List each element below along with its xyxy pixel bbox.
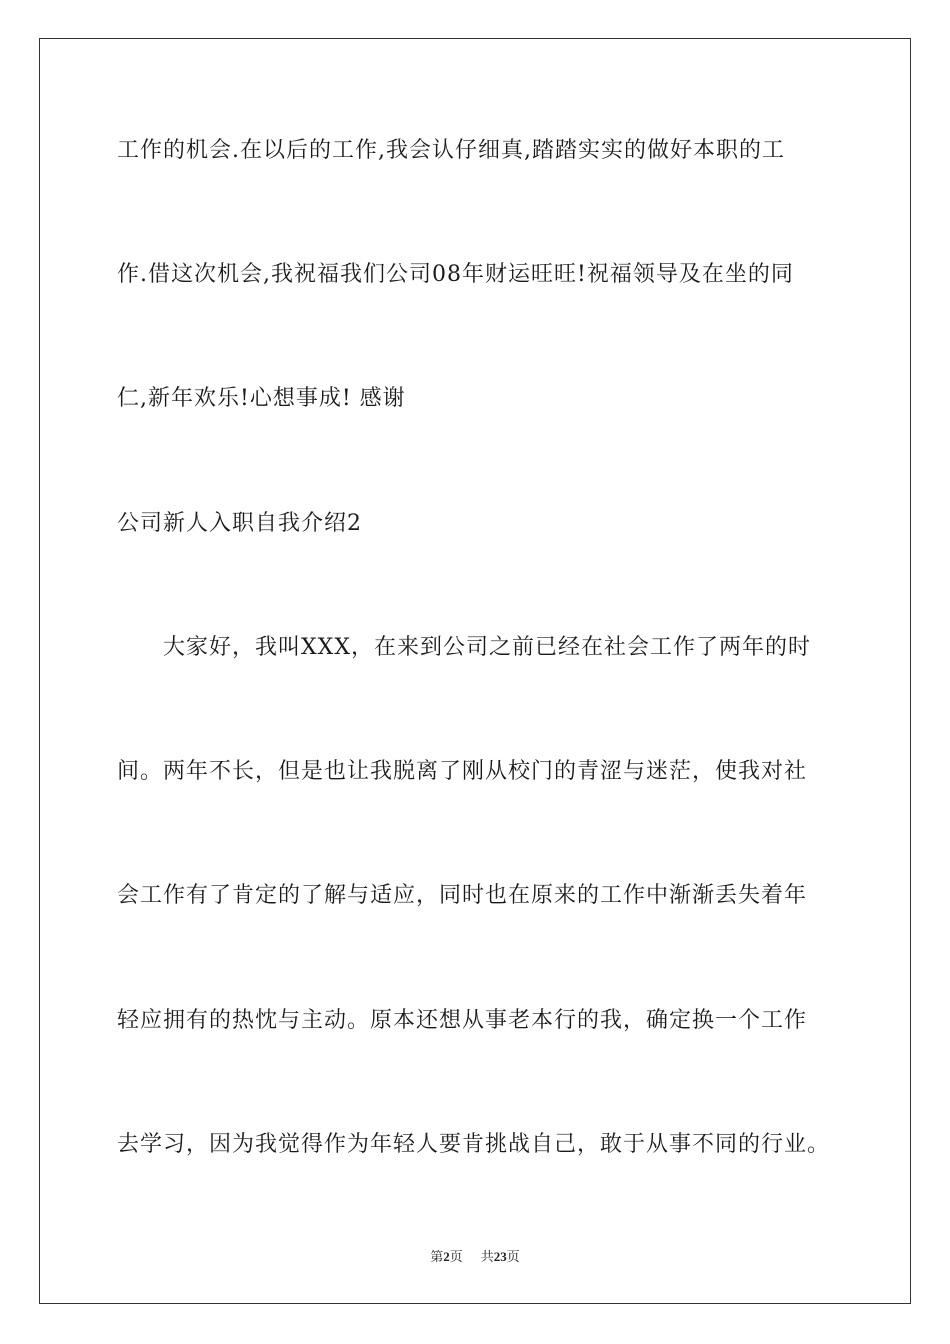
total-prefix: 共 xyxy=(480,1250,494,1265)
total-pages: 23 xyxy=(493,1249,507,1264)
body-line-3: 仁,新年欢乐!心想事成! 感谢 xyxy=(117,386,406,411)
page-border xyxy=(39,38,911,1304)
page-footer xyxy=(0,1248,950,1267)
paragraph-line-4: 轻应拥有的热忱与主动。原本还想从事老本行的我，确定换一个工作 xyxy=(117,1008,808,1033)
paragraph-line-5: 去学习，因为我觉得作为年轻人要肯挑战自己，敢于从事不同的行业。 xyxy=(117,1132,831,1157)
body-line-1: 工作的机会.在以后的工作,我会认仔细真,踏踏实实的做好本职的工 xyxy=(117,138,785,163)
paragraph-line-3: 会工作有了肯定的了解与适应，同时也在原来的工作中渐渐丢失着年 xyxy=(117,883,808,908)
page-suffix: 页 xyxy=(449,1250,463,1265)
paragraph-line-1: 大家好，我叫XXX，在来到公司之前已经在社会工作了两年的时 xyxy=(163,635,811,660)
paragraph-line-2: 间。两年不长，但是也让我脱离了刚从校门的青涩与迷茫，使我对社 xyxy=(117,759,808,784)
page-prefix: 第 xyxy=(430,1250,444,1265)
section-heading: 公司新人入职自我介绍2 xyxy=(117,511,362,536)
body-line-2: 作.借这次机会,我祝福我们公司08年财运旺旺!祝福领导及在坐的同 xyxy=(117,262,794,287)
page-number: 2 xyxy=(443,1249,450,1264)
total-suffix: 页 xyxy=(506,1250,520,1265)
